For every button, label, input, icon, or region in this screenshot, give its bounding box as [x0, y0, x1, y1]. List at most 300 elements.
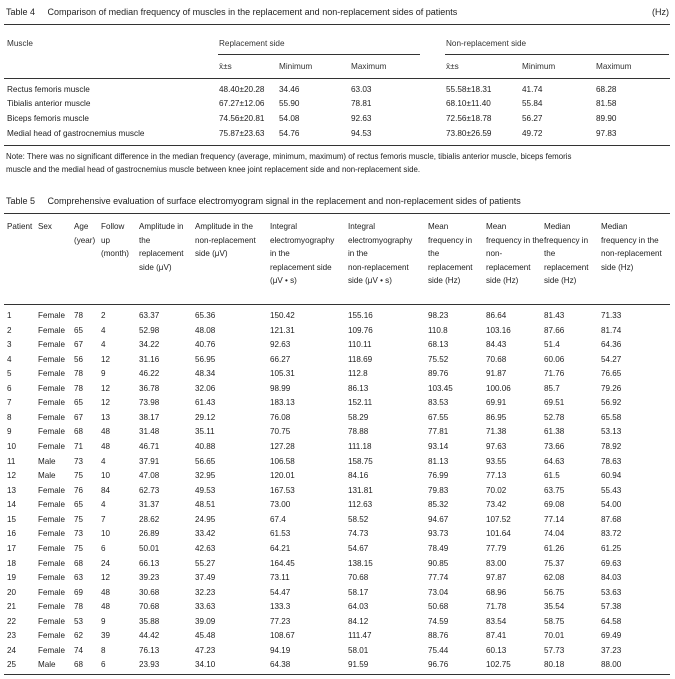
table4-bottom-rule — [4, 145, 670, 146]
table5-column-header-line: Median — [601, 222, 628, 231]
table5-cell: 76.13 — [139, 645, 160, 655]
table5-cell: 58.01 — [348, 645, 369, 655]
table4-subheader: Minimum — [279, 62, 313, 71]
table4-subheader: Minimum — [522, 62, 556, 71]
table5-column-header-line: electromyography — [270, 235, 335, 245]
table5-cell: 34.22 — [139, 340, 160, 350]
table5-cell: 150.42 — [270, 311, 295, 320]
table5-cell: 48 — [101, 427, 111, 437]
table5-cell: 69.08 — [544, 500, 565, 510]
table5-cell: 91.59 — [348, 660, 369, 670]
table5-column-header-line: side (Hz) — [486, 276, 519, 286]
table5-cell: 71.33 — [601, 311, 622, 320]
table4-cell: 41.74 — [522, 85, 543, 94]
table5-column-header-line: Integral — [270, 222, 297, 231]
table4-caption — [6, 7, 669, 21]
table5-column-header-line: Mean — [428, 222, 449, 231]
table5-cell: 13 — [101, 412, 111, 422]
table5-row — [0, 384, 675, 398]
table5-cell: 53 — [74, 616, 84, 626]
table4-cell: 89.90 — [596, 114, 617, 123]
table5-cell: Female — [38, 412, 65, 422]
table5-cell: 32.06 — [195, 383, 216, 393]
table5-column-header-line: Amplitude in — [139, 222, 184, 231]
table5-cell: 56.75 — [544, 587, 565, 597]
table5-cell: 35.11 — [195, 427, 215, 437]
table4-subheader: x̄±s — [446, 62, 459, 71]
table5-cell: 84.43 — [486, 340, 507, 350]
table5-cell: 53.63 — [601, 587, 622, 597]
table5-cell: 71 — [74, 442, 84, 452]
table4-group-replacement: Replacement side — [219, 39, 285, 48]
table5-cell: 64.38 — [270, 660, 291, 670]
table5-cell: 48 — [101, 602, 111, 612]
table4-muscle-header: Muscle — [7, 39, 33, 48]
table5-cell: 48 — [101, 587, 111, 597]
table5-row — [0, 660, 675, 674]
table5-cell: 78.49 — [428, 543, 449, 553]
table5-cell: Female — [38, 340, 65, 350]
table5-row — [0, 646, 675, 660]
table4-cell: 78.81 — [351, 99, 372, 108]
table5-cell: 58.52 — [348, 514, 369, 524]
table4-cell: 49.72 — [522, 129, 543, 138]
table5-cell: 73 — [74, 456, 84, 466]
table5-cell: 120.01 — [270, 471, 295, 481]
table4-subheader: Maximum — [351, 62, 387, 71]
table5-row — [0, 588, 675, 602]
table5-column-header-line: the — [139, 235, 151, 245]
table5-cell: 61.5 — [544, 471, 560, 481]
table5-column-header-line: in the — [270, 249, 290, 259]
table5-top-rule — [4, 213, 670, 214]
table5-cell: 78 — [74, 311, 84, 320]
table5-column-header-line: Age — [74, 222, 89, 231]
table4-cell: 48.40±20.28 — [219, 85, 265, 94]
table5-label: Table 5 — [6, 196, 36, 206]
table5-cell: 73.04 — [428, 587, 449, 597]
table5-cell: 48.34 — [195, 369, 216, 379]
table5-column-header-line: Median — [544, 222, 571, 231]
table4-group1-rule — [218, 54, 420, 55]
table5-cell: 69.51 — [544, 398, 565, 408]
table5-cell: 93.55 — [486, 456, 507, 466]
table5-column-header — [101, 220, 129, 261]
table5-cell: 12 — [101, 383, 111, 393]
table5-cell: 77.74 — [428, 573, 449, 583]
table5-column-header-line: frequency in — [428, 235, 473, 245]
table5-cell: 79.26 — [601, 383, 622, 393]
table5-cell: 94.67 — [428, 514, 449, 524]
table5-title: Comprehensive evaluation of surface electromyogram signal in the replacement and non-replacement sides of patients — [47, 196, 521, 206]
table5-cell: 62.08 — [544, 573, 565, 583]
table5-column-header-line: side (μV • s) — [348, 276, 392, 286]
table5-cell: 10 — [7, 442, 17, 452]
table5-column-header-line: (μV • s) — [270, 276, 297, 286]
table5-cell: 87.41 — [486, 631, 507, 641]
table5-cell: 25 — [7, 660, 17, 670]
table5-cell: 74.59 — [428, 616, 449, 626]
table5-cell: 164.45 — [270, 558, 295, 568]
table5-cell: 112.8 — [348, 369, 368, 379]
table5-cell: 105.31 — [270, 369, 295, 379]
table5-cell: 31.37 — [139, 500, 160, 510]
table4-group-nonreplacement: Non-replacement side — [446, 39, 527, 48]
table5-column-header — [270, 220, 334, 288]
table5-cell: Male — [38, 456, 56, 466]
table5-cell: 70.68 — [486, 354, 507, 364]
table5-cell: 54.67 — [348, 543, 369, 553]
table5-cell: 58.75 — [544, 616, 565, 626]
table5-cell: 47.08 — [139, 471, 160, 481]
table5-cell: 65.36 — [195, 311, 216, 320]
table5-cell: 87.66 — [544, 325, 565, 335]
table5-cell: 98.99 — [270, 383, 291, 393]
table5-cell: 109.76 — [348, 325, 373, 335]
table5-header-rule — [4, 304, 670, 305]
table5-cell: 35.88 — [139, 616, 160, 626]
table5-cell: 60.94 — [601, 471, 622, 481]
table5-caption — [6, 196, 521, 206]
table5-cell: 54.00 — [601, 500, 622, 510]
table5-row — [0, 427, 675, 441]
table5-cell: 24.95 — [195, 514, 216, 524]
table5-cell: 101.64 — [486, 529, 511, 539]
table5-row — [0, 617, 675, 631]
table5-cell: 111.47 — [348, 631, 372, 641]
table5-cell: 78 — [74, 602, 84, 612]
table5-cell: 34.10 — [195, 660, 216, 670]
table5-cell: 30.68 — [139, 587, 160, 597]
table5-cell: Female — [38, 500, 65, 510]
table5-cell: 61.53 — [270, 529, 291, 539]
table5-column-header-line: Sex — [38, 222, 52, 231]
table5-cell: 70.02 — [486, 485, 507, 495]
table5-cell: Female — [38, 369, 65, 379]
table5-cell: 84.16 — [348, 471, 369, 481]
table5-cell: Female — [38, 442, 65, 452]
table5-cell: 46.71 — [139, 442, 160, 452]
table4-cell: 55.58±18.31 — [446, 85, 492, 94]
table5-column-header-line: replacement — [139, 249, 184, 259]
table5-cell: Female — [38, 587, 65, 597]
table5-cell: 98.23 — [428, 311, 449, 320]
table5-cell: 155.16 — [348, 311, 373, 320]
table4-row-label: Medial head of gastrocnemius muscle — [7, 129, 145, 138]
table5-cell: 69 — [74, 587, 84, 597]
table5-cell: 64.03 — [348, 602, 369, 612]
table4-cell: 94.53 — [351, 129, 372, 138]
table4-subheader: Maximum — [596, 62, 632, 71]
table5-cell: 4 — [101, 325, 106, 335]
table5-cell: 77.14 — [544, 514, 565, 524]
table5-cell: 37.23 — [601, 645, 622, 655]
table5-cell: Female — [38, 543, 65, 553]
table5-cell: 78.88 — [348, 427, 369, 437]
table5-cell: 183.13 — [270, 398, 295, 408]
table5-cell: 73.00 — [270, 500, 291, 510]
table5-cell: 61.25 — [601, 543, 622, 553]
table4-cell: 55.90 — [279, 99, 300, 108]
table5-cell: 73.98 — [139, 398, 160, 408]
table4-subheader: x̄±s — [219, 62, 232, 71]
table5-cell: 88.76 — [428, 631, 449, 641]
table5-cell: 4 — [7, 354, 12, 364]
table5-cell: 118.69 — [348, 354, 373, 364]
table5-cell: 58.17 — [348, 587, 369, 597]
table5-cell: 64.21 — [270, 543, 291, 553]
table5-cell: 50.68 — [428, 602, 449, 612]
table4-row-label: Biceps femoris muscle — [7, 114, 89, 123]
table4-note-line2: muscle and the medial head of gastrocnemius muscle between knee joint replacement side and non-replacement side. — [6, 164, 421, 174]
table5-column-header-line: side (Hz) — [601, 262, 634, 272]
table5-cell: 92.63 — [270, 340, 291, 350]
table5-bottom-rule — [4, 674, 670, 675]
table5-cell: 24 — [7, 645, 17, 655]
table5-cell: 100.06 — [486, 383, 511, 393]
table5-cell: 51.4 — [544, 340, 560, 350]
table5-cell: 48.51 — [195, 500, 216, 510]
table5-cell: 12 — [7, 471, 17, 481]
table5-cell: 21 — [7, 602, 17, 612]
table5-cell: 133.3 — [270, 602, 291, 612]
table5-cell: 76.99 — [428, 471, 449, 481]
table5-cell: 4 — [101, 500, 106, 510]
table5-cell: 152.11 — [348, 398, 373, 408]
table5-cell: Female — [38, 514, 65, 524]
table5-cell: 70.01 — [544, 631, 565, 641]
table5-row — [0, 515, 675, 529]
table5-cell: 90.85 — [428, 558, 449, 568]
table5-cell: 67.55 — [428, 412, 449, 422]
table5-cell: 67.4 — [270, 514, 286, 524]
table5-cell: 93.14 — [428, 442, 449, 452]
table5-cell: Male — [38, 660, 56, 670]
table5-cell: 103.16 — [486, 325, 511, 335]
table5-row — [0, 413, 675, 427]
table5-cell: 68 — [74, 427, 84, 437]
table5-column-header-line: non-replacement — [348, 262, 409, 272]
table5-row — [0, 369, 675, 383]
table5-cell: 47.23 — [195, 645, 216, 655]
table5-cell: 40.88 — [195, 442, 216, 452]
table5-cell: 31.16 — [139, 354, 160, 364]
table5-cell: 83.53 — [428, 398, 449, 408]
table5-cell: 52.98 — [139, 325, 160, 335]
table5-cell: 85.32 — [428, 500, 449, 510]
table5-column-header — [139, 220, 184, 274]
table5-cell: 44.42 — [139, 631, 160, 641]
table4-cell: 68.28 — [596, 85, 617, 94]
table5-cell: 76 — [74, 485, 84, 495]
table5-cell: 97.87 — [486, 573, 507, 583]
table4-cell: 73.80±26.59 — [446, 129, 492, 138]
table5-column-header-line: replacement — [428, 262, 473, 272]
table5-cell: 33.42 — [195, 529, 216, 539]
table5-cell: 63.37 — [139, 311, 160, 320]
table5-cell: 7 — [7, 398, 12, 408]
table5-cell: 81.74 — [601, 325, 622, 335]
table5-column-header-line: side (Hz) — [428, 276, 461, 286]
table5-column-header-line: side (Hz) — [544, 276, 577, 286]
table4-header-rule — [4, 78, 670, 79]
table5-cell: 110.11 — [348, 340, 372, 350]
table5-cell: 50.01 — [139, 543, 160, 553]
table5-cell: 16 — [7, 529, 17, 539]
table4-note-line1: Note: There was no significant difference in the median frequency (average, minimum, maximum) of rectus femoris muscle, tibialis anterior muscle, biceps femoris — [6, 152, 572, 161]
table5-cell: 65 — [74, 398, 84, 408]
table5-cell: Female — [38, 616, 65, 626]
table5-cell: 71.78 — [486, 602, 507, 612]
table5-cell: 73 — [74, 529, 84, 539]
table5-cell: 77.23 — [270, 616, 291, 626]
table5-column-header — [195, 220, 256, 261]
table5-cell: 83.00 — [486, 558, 507, 568]
table5-column-header-line: frequency in — [544, 235, 589, 245]
table4-cell: 54.76 — [279, 129, 300, 138]
table5-cell: 26.89 — [139, 529, 160, 539]
table5-cell: 74 — [74, 645, 84, 655]
table5-row — [0, 326, 675, 340]
table5-cell: 86.95 — [486, 412, 507, 422]
table5-cell: 18 — [7, 558, 17, 568]
table5-cell: 54.27 — [601, 354, 622, 364]
table5-column-header-line: frequency in the — [601, 235, 659, 245]
table4-row-label: Tibialis anterior muscle — [7, 99, 91, 108]
table4-cell: 72.56±18.78 — [446, 114, 492, 123]
table5-cell: 73.42 — [486, 500, 507, 510]
table5-cell: 77.81 — [428, 427, 449, 437]
table5-cell: 7 — [101, 514, 106, 524]
table5-cell: Female — [38, 398, 65, 408]
table5-cell: 9 — [101, 616, 106, 626]
table5-cell: 81.13 — [428, 456, 449, 466]
table5-cell: 14 — [7, 500, 17, 510]
table5-cell: 3 — [7, 340, 12, 350]
table5-column-header-line: Integral — [348, 222, 375, 231]
table5-cell: 29.12 — [195, 412, 216, 422]
table5-cell: 54.47 — [270, 587, 291, 597]
table5-cell: 97.63 — [486, 442, 507, 452]
table5-cell: 62 — [74, 631, 84, 641]
table5-cell: 48.08 — [195, 325, 216, 335]
table5-column-header-line: Patient — [7, 222, 33, 231]
table5-cell: 66.27 — [270, 354, 291, 364]
table5-cell: 106.58 — [270, 456, 295, 466]
table5-cell: 111.18 — [348, 442, 372, 452]
table5-cell: 88.00 — [601, 660, 622, 670]
table5-column-header — [74, 220, 95, 247]
table5-cell: 32.23 — [195, 587, 216, 597]
table5-cell: 89.76 — [428, 369, 449, 379]
table5-cell: 69.91 — [486, 398, 507, 408]
table5-row — [0, 471, 675, 485]
table5-cell: 17 — [7, 543, 17, 553]
table4-cell: 63.03 — [351, 85, 372, 94]
table5-cell: 68 — [74, 660, 84, 670]
table5-cell: 64.58 — [601, 616, 622, 626]
table5-row — [0, 457, 675, 471]
table5-cell: 64.36 — [601, 340, 622, 350]
table5-column-header-line: non-replacement — [195, 235, 256, 245]
table5-cell: 76.65 — [601, 369, 622, 379]
table5-cell: Female — [38, 485, 65, 495]
table5-cell: 83.72 — [601, 529, 622, 539]
table5-column-header-line: side (μV) — [139, 262, 172, 272]
table5-column-header-line: in the — [348, 249, 368, 259]
table5-row — [0, 486, 675, 500]
table5-cell: 127.28 — [270, 442, 295, 452]
table5-cell: 71.38 — [486, 427, 507, 437]
table4-cell: 56.27 — [522, 114, 543, 123]
table5-cell: 60.13 — [486, 645, 507, 655]
table5-cell: 87.68 — [601, 514, 622, 524]
table5-cell: 2 — [7, 325, 12, 335]
table4-cell: 92.63 — [351, 114, 372, 123]
table5-column-header — [544, 220, 589, 288]
table5-cell: 65.58 — [601, 412, 622, 422]
table5-cell: 167.53 — [270, 485, 295, 495]
table5-cell: 32.95 — [195, 471, 216, 481]
table5-cell: 56.92 — [601, 398, 622, 408]
table5-cell: 10 — [101, 471, 111, 481]
table5-column-header-line: non-replacement — [601, 249, 662, 259]
table5-cell: 85.7 — [544, 383, 560, 393]
table5-column-header-line: replacement — [486, 262, 531, 272]
table5-cell: 28.62 — [139, 514, 160, 524]
table5-cell: 61.43 — [195, 398, 216, 408]
table5-cell: 19 — [7, 573, 17, 583]
table5-cell: 58.29 — [348, 412, 369, 422]
table5-cell: 52.78 — [544, 412, 565, 422]
table5-cell: 48 — [101, 442, 111, 452]
table5-cell: 84.03 — [601, 573, 622, 583]
table5-cell: 2 — [101, 311, 106, 320]
table5-cell: 158.75 — [348, 456, 373, 466]
table5-column-header-line: electromyography — [348, 235, 413, 245]
table5-cell: 83.54 — [486, 616, 507, 626]
table5-cell: 4 — [101, 340, 106, 350]
table5-column-header-line: replacement — [544, 262, 589, 272]
table5-cell: 112.63 — [348, 500, 373, 510]
table5-cell: 23 — [7, 631, 17, 641]
table4-cell: 75.87±23.63 — [219, 129, 265, 138]
table5-cell: 78.63 — [601, 456, 622, 466]
table5-cell: 102.75 — [486, 660, 511, 670]
table5-cell: 96.76 — [428, 660, 449, 670]
table5-cell: 84.12 — [348, 616, 369, 626]
table5-cell: 8 — [101, 645, 106, 655]
table4-cell: 97.83 — [596, 129, 617, 138]
table5-cell: 22 — [7, 616, 17, 626]
table5-cell: 131.81 — [348, 485, 373, 495]
table5-cell: 121.31 — [270, 325, 295, 335]
table5-cell: 69.49 — [601, 631, 622, 641]
table5-cell: 6 — [7, 383, 12, 393]
table5-cell: 91.87 — [486, 369, 507, 379]
table5-column-header-line: Amplitude in the — [195, 222, 254, 231]
table5-row — [0, 544, 675, 558]
table5-cell: 12 — [101, 398, 111, 408]
table5-row — [0, 340, 675, 354]
table5-cell: 15 — [7, 514, 17, 524]
table5-cell: Female — [38, 573, 65, 583]
table5-cell: 66.13 — [139, 558, 160, 568]
table5-cell: Female — [38, 529, 65, 539]
table5-cell: Female — [38, 602, 65, 612]
table4-title: Comparison of median frequency of muscles in the replacement and non-replacement sides of patients — [47, 7, 458, 17]
table5-cell: 10 — [101, 529, 111, 539]
